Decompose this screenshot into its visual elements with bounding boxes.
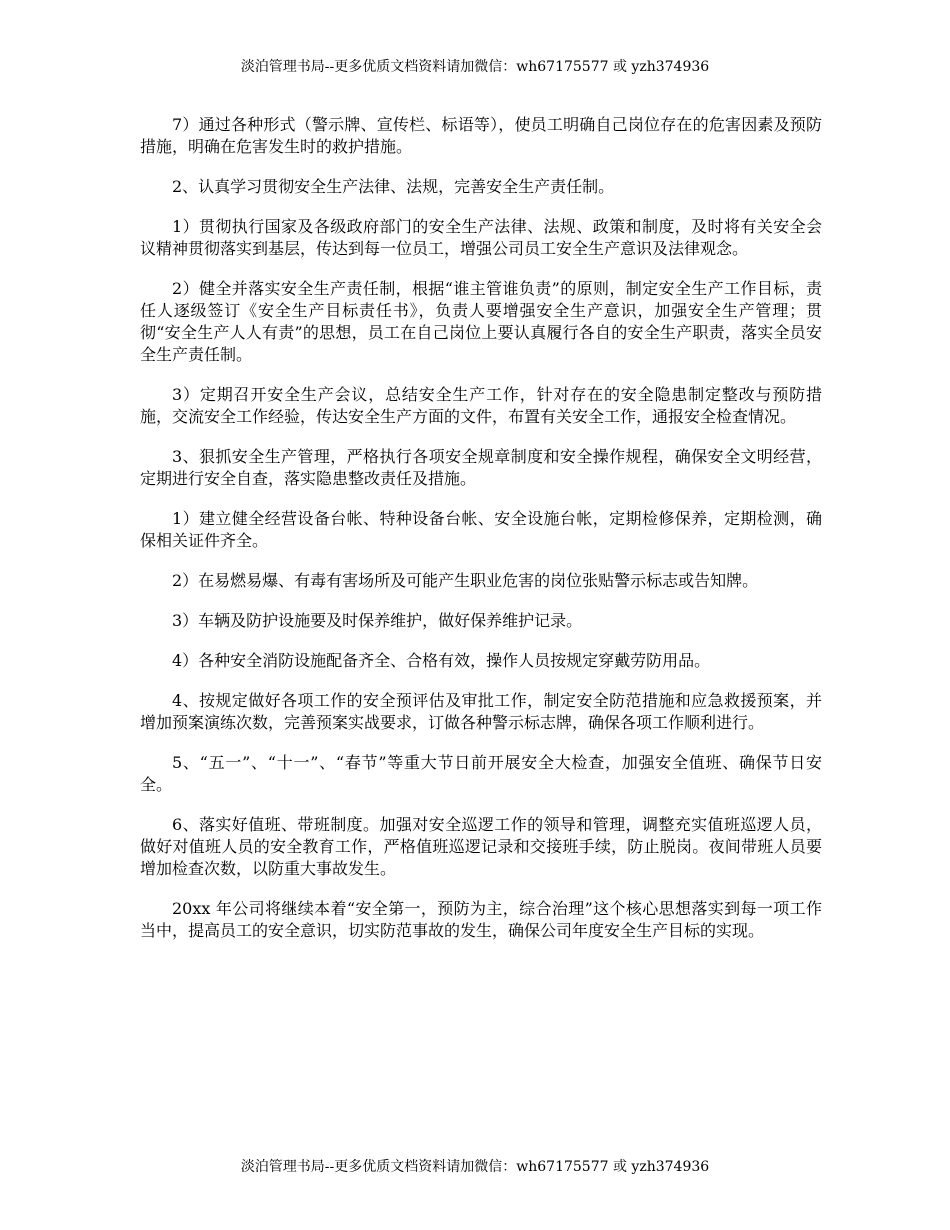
- page-footer: 淡泊管理书局--更多优质文档资料请加微信：wh67175577 或 yzh374936: [240, 1159, 710, 1175]
- paragraph: 6、落实好值班、带班制度。加强对安全巡逻工作的领导和管理，调整充实值班巡逻人员，做好对值班人员的安全教育工作，严格值班巡逻记录和交接班手续，防止脱岗。夜间带班人员要增加检查次数，以防重大事故发生。: [140, 815, 822, 878]
- paragraph: 3）车辆及防护设施要及时保养维护，做好保养维护记录。: [172, 611, 583, 630]
- paragraph: 5、“五一”、“十一”、“春节”等重大节日前开展安全大检查，加强安全值班、确保节日安全。: [140, 753, 822, 794]
- paragraph: 3）定期召开安全生产会议，总结安全生产工作，针对存在的安全隐患制定整改与预防措施，交流安全工作经验，传达安全生产方面的文件，布置有关安全工作，通报安全检查情况。: [140, 385, 822, 426]
- document-body: [140, 114, 822, 960]
- paragraph: 2）在易燃易爆、有毒有害场所及可能产生职业危害的岗位张贴警示标志或告知牌。: [172, 571, 759, 590]
- paragraph: 2）健全并落实安全生产责任制，根据“谁主管谁负责”的原则，制定安全生产工作目标，责任人逐级签订《安全生产目标责任书》，负责人要增强安全生产意识，加强安全生产管理；贯彻“安全生产人人有责”的思想，员工在自己岗位上要认真履行各自的安全生产职责，落实全员安全生产责任制。: [140, 279, 822, 364]
- page-header: 淡泊管理书局--更多优质文档资料请加微信：wh67175577 或 yzh374936: [240, 59, 710, 75]
- paragraph: 4）各种安全消防设施配备齐全、合格有效，操作人员按规定穿戴劳防用品。: [172, 651, 711, 670]
- paragraph: 2、认真学习贯彻安全生产法律、法规，完善安全生产责任制。: [172, 177, 615, 196]
- paragraph: 1）贯彻执行国家及各级政府部门的安全生产法律、法规、政策和制度，及时将有关安全会议精神贯彻落实到基层，传达到每一位员工，增强公司员工安全生产意识及法律观念。: [140, 217, 822, 258]
- paragraph: 7）通过各种形式（警示牌、宣传栏、标语等），使员工明确自己岗位存在的危害因素及预防措施，明确在危害发生时的救护措施。: [140, 115, 822, 156]
- paragraph: 20xx 年公司将继续本着“安全第一，预防为主，综合治理”这个核心思想落实到每一项工作当中，提高员工的安全意识，切实防范事故的发生，确保公司年度安全生产目标的实现。: [140, 899, 822, 940]
- paragraph: 3、狠抓安全生产管理，严格执行各项安全规章制度和安全操作规程，确保安全文明经营，定期进行安全自查，落实隐患整改责任及措施。: [140, 447, 822, 488]
- paragraph: 4、按规定做好各项工作的安全预评估及审批工作，制定安全防范措施和应急救援预案，并增加预案演练次数，完善预案实战要求，订做各种警示标志牌，确保各项工作顺利进行。: [140, 691, 822, 732]
- paragraph: 1）建立健全经营设备台帐、特种设备台帐、安全设施台帐，定期检修保养，定期检测，确保相关证件齐全。: [140, 509, 822, 550]
